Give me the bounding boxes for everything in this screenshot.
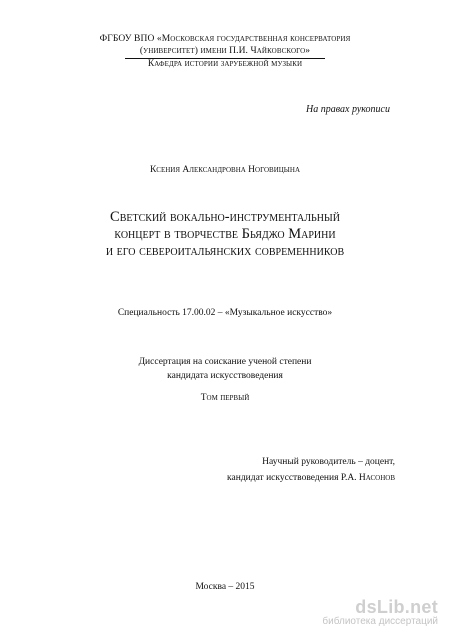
institution-line-1: ФГБОУ ВПО «Московская государственная консерватория [99, 34, 351, 44]
city-year: Москва – 2015 [195, 582, 255, 592]
title-line-3: и его североитальянских современников [105, 243, 345, 259]
watermark [258, 597, 438, 627]
title-line-1: Светский вокально-инструментальный [110, 209, 340, 225]
manuscript-note: На правах рукописи [306, 104, 390, 115]
advisor-line-2 [227, 473, 395, 483]
department-line: Кафедра истории зарубежной музыки [147, 59, 303, 69]
volume-label: Том первый [200, 393, 250, 403]
dissertation-line-1: Диссертация на соискание ученой степени [138, 357, 312, 367]
advisor-degree: кандидат искусствоведения [227, 473, 341, 483]
dissertation-line-2: кандидата искусствоведения [167, 371, 283, 381]
specialty-line: Специальность 17.00.02 – «Музыкальное искусство» [117, 308, 333, 318]
advisor-name: Р.А. Насонов [340, 473, 395, 483]
title-line-2: концерт в творчестве Бьяджо Марини [114, 226, 336, 242]
advisor-line-1: Научный руководитель – доцент, [262, 457, 395, 467]
author-name: Ксения Александровна Ноговицына [149, 165, 301, 175]
watermark-subtitle: библиотека диссертаций [322, 616, 438, 627]
institution-line-2: (университет) имени П.И. Чайковского» [139, 46, 311, 56]
watermark-brand: dsLib.net [355, 597, 438, 617]
